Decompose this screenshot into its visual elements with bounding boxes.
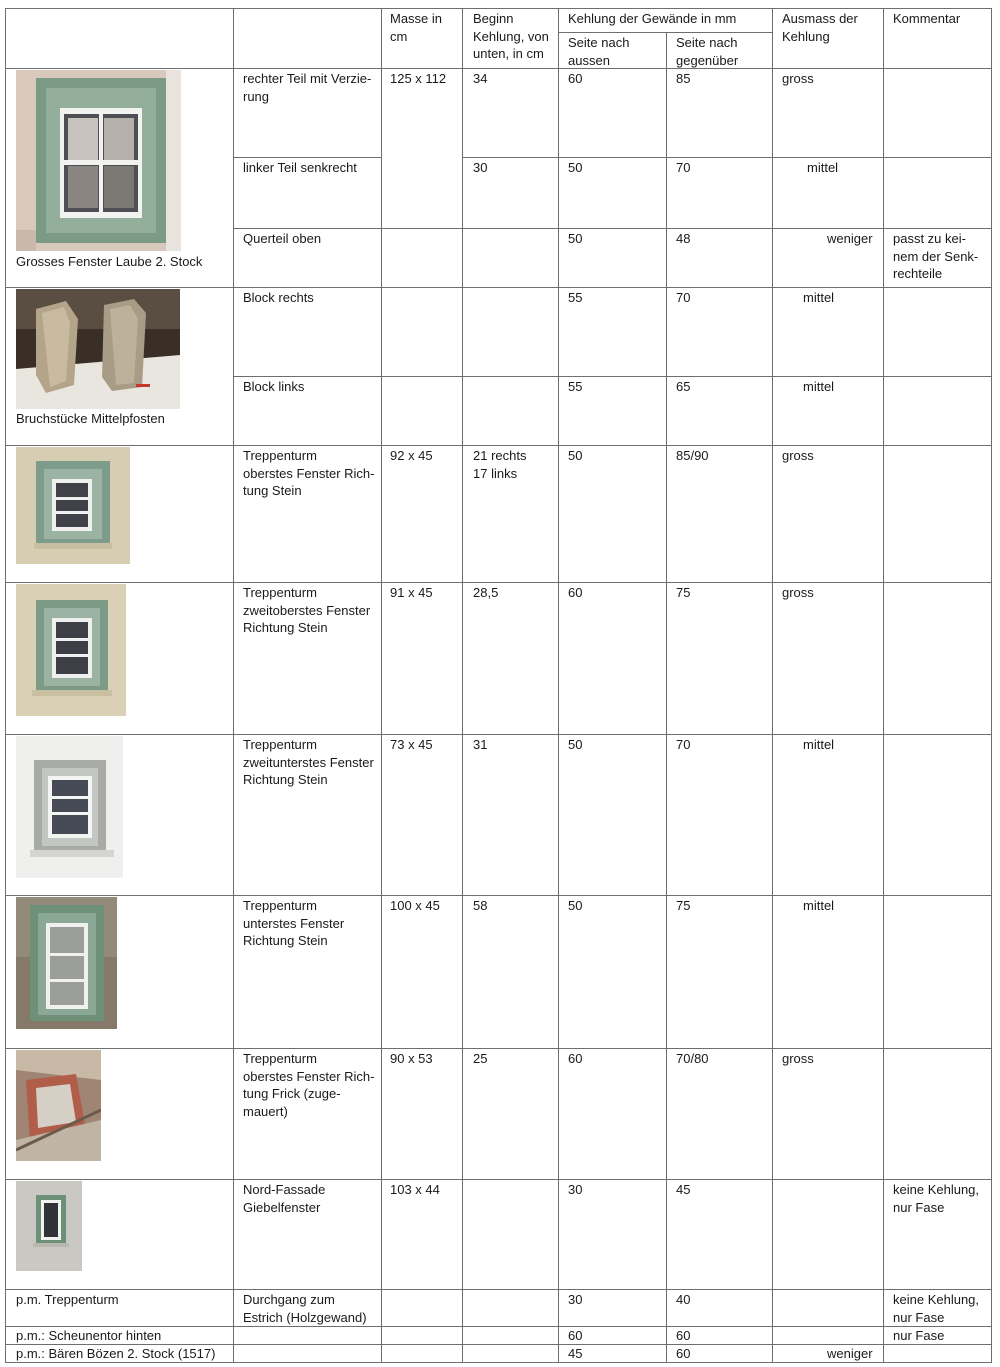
r5-gegen: 70: [676, 737, 691, 752]
r5-aussen: 50: [568, 737, 583, 752]
r3-teil: Treppenturm oberstes Fenster Rich- tung Stein: [243, 448, 375, 498]
r1b-gegen: 70: [676, 160, 691, 175]
r6-ausmass: mittel: [803, 898, 835, 913]
r7-gegen: 70/80: [676, 1051, 709, 1066]
r1a-gegen: 85: [676, 71, 691, 86]
r6-masse: 100 x 45: [390, 898, 440, 913]
r2a-ausmass: mittel: [803, 290, 835, 305]
r3-aussen: 50: [568, 448, 583, 463]
r10-gegen: 60: [676, 1328, 691, 1343]
header-seite-aussen: Seite nach aussen: [568, 35, 630, 68]
r8-kommentar: keine Kehlung, nur Fase: [893, 1182, 980, 1215]
r6-aussen: 50: [568, 898, 583, 913]
header-seite-gegen: Seite nach gegenüber: [676, 35, 739, 68]
r8-teil: Nord-Fassade Giebelfenster: [243, 1182, 326, 1215]
r6-beginn: 58: [473, 898, 488, 913]
large-window-caption: Grosses Fenster Laube 2. Stock: [16, 254, 203, 269]
header-masse: Masse in cm: [390, 11, 443, 44]
r5-masse: 73 x 45: [390, 737, 433, 752]
r3-ausmass: gross: [782, 448, 814, 463]
r2a-aussen: 55: [568, 290, 583, 305]
r4-aussen: 60: [568, 585, 583, 600]
tower-third-window-photo: [16, 736, 123, 878]
r9-teil: Durchgang zum Estrich (Holzgewand): [243, 1292, 367, 1325]
r9-gegen: 40: [676, 1292, 691, 1307]
tower-second-window-photo: [16, 584, 126, 716]
r2b-gegen: 65: [676, 379, 691, 394]
r4-teil: Treppenturm zweitoberstes Fenster Richtung Stein: [243, 585, 371, 635]
r8-aussen: 30: [568, 1182, 583, 1197]
r1c-teil: Querteil oben: [243, 231, 322, 246]
r5-teil: Treppenturm zweitunterstes Fenster Richtung Stein: [243, 737, 374, 787]
r2b-ausmass: mittel: [803, 379, 835, 394]
r9-label: p.m. Treppenturm: [16, 1292, 119, 1307]
r7-ausmass: gross: [782, 1051, 814, 1066]
r1a-ausmass: gross: [782, 71, 814, 86]
r9-kommentar: keine Kehlung, nur Fase: [893, 1292, 980, 1325]
r1c-gegen: 48: [676, 231, 691, 246]
r11-ausmass: weniger: [827, 1346, 873, 1361]
r9-aussen: 30: [568, 1292, 583, 1307]
tower-top-window-photo: [16, 447, 130, 564]
r4-beginn: 28,5: [473, 585, 499, 600]
r1c-aussen: 50: [568, 231, 583, 246]
r1c-kommentar: passt zu kei- nem der Senk- rechteile: [893, 231, 979, 281]
r7-masse: 90 x 53: [390, 1051, 433, 1066]
r7-teil: Treppenturm oberstes Fenster Rich- tung Frick (zuge- mauert): [243, 1051, 375, 1119]
r4-ausmass: gross: [782, 585, 814, 600]
r7-beginn: 25: [473, 1051, 488, 1066]
r8-masse: 103 x 44: [390, 1182, 440, 1197]
r1a-beginn: 34: [473, 71, 488, 86]
r1b-teil: linker Teil senkrecht: [243, 160, 357, 175]
r5-ausmass: mittel: [803, 737, 835, 752]
header-kommentar: Kommentar: [893, 11, 961, 26]
r3-beginn: 21 rechts 17 links: [473, 448, 527, 481]
r2a-gegen: 70: [676, 290, 691, 305]
header-beginn: Beginn Kehlung, von unten, in cm: [473, 11, 549, 61]
r2b-aussen: 55: [568, 379, 583, 394]
walled-window-photo: [16, 1050, 101, 1161]
stone-fragments-photo: [16, 289, 180, 409]
r3-masse: 92 x 45: [390, 448, 433, 463]
r1b-aussen: 50: [568, 160, 583, 175]
header-ausmass: Ausmass der Kehlung: [782, 11, 858, 44]
r11-gegen: 60: [676, 1346, 691, 1361]
r11-aussen: 45: [568, 1346, 583, 1361]
header-kehlung: Kehlung der Gewände in mm: [568, 11, 737, 26]
tower-bottom-window-photo: [16, 897, 117, 1029]
r4-masse: 91 x 45: [390, 585, 433, 600]
r3-gegen: 85/90: [676, 448, 709, 463]
r1b-beginn: 30: [473, 160, 488, 175]
r1c-ausmass: weniger: [827, 231, 873, 246]
gable-window-photo: [16, 1181, 82, 1271]
r10-aussen: 60: [568, 1328, 583, 1343]
r1a-teil: rechter Teil mit Verzie- rung: [243, 71, 372, 104]
r1a-aussen: 60: [568, 71, 583, 86]
r1a-masse: 125 x 112: [390, 71, 447, 86]
r7-aussen: 60: [568, 1051, 583, 1066]
kehlung-table: [5, 8, 992, 1363]
r8-gegen: 45: [676, 1182, 691, 1197]
r10-label: p.m.: Scheunentor hinten: [16, 1328, 162, 1343]
r2b-teil: Block links: [243, 379, 305, 394]
r2a-teil: Block rechts: [243, 290, 314, 305]
r10-kommentar: nur Fase: [893, 1328, 945, 1343]
r5-beginn: 31: [473, 737, 488, 752]
large-window-photo: [16, 70, 181, 251]
r6-teil: Treppenturm unterstes Fenster Richtung Stein: [243, 898, 345, 948]
r11-label: p.m.: Bären Bözen 2. Stock (1517): [16, 1346, 216, 1361]
r1b-ausmass: mittel: [807, 160, 839, 175]
r4-gegen: 75: [676, 585, 691, 600]
r6-gegen: 75: [676, 898, 691, 913]
stone-fragments-caption: Bruchstücke Mittelpfosten: [16, 411, 165, 426]
